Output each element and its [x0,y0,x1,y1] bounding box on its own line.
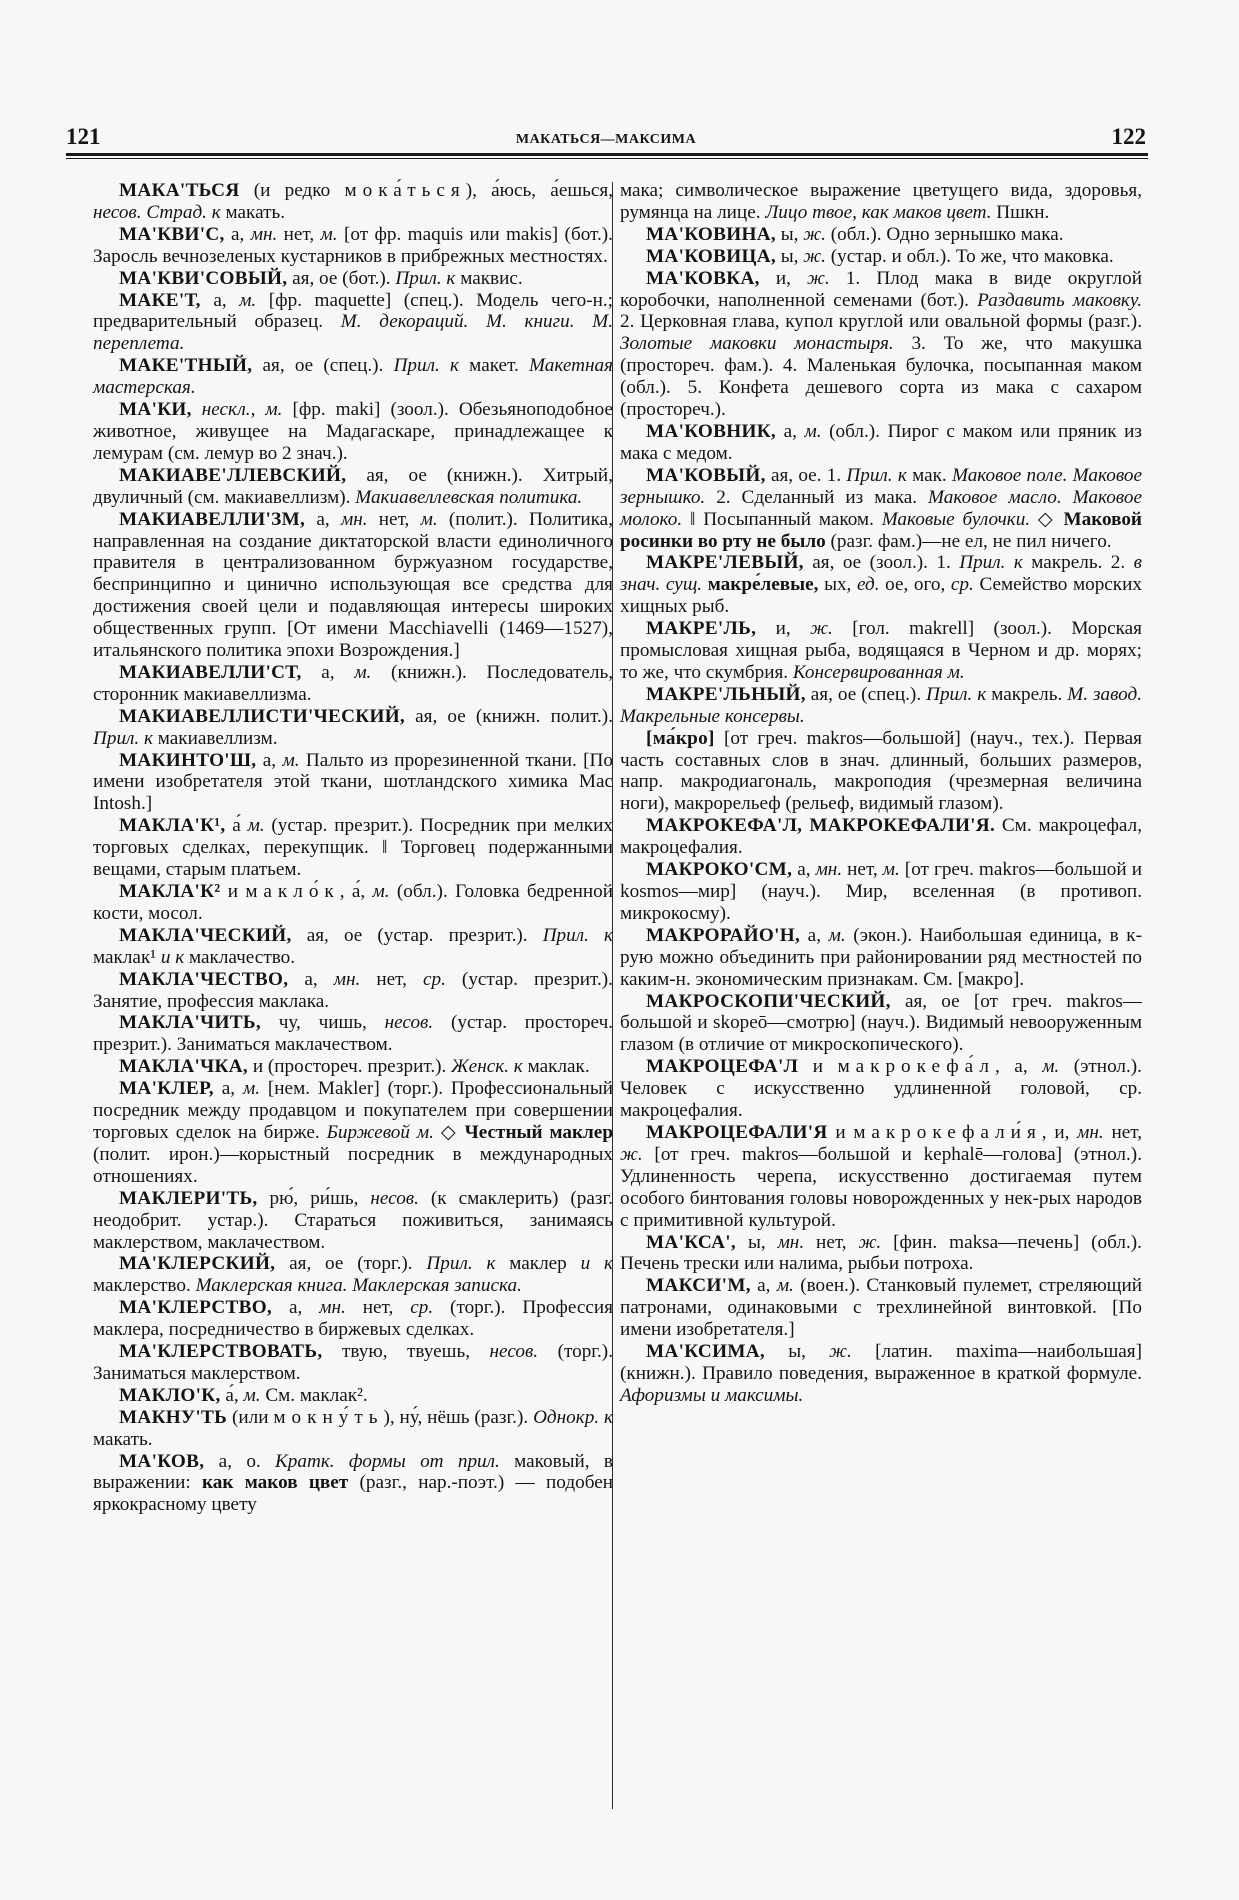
entry-text: а, [272,1297,320,1319]
entry-text: мак. [906,464,952,486]
entry-text: ◇ [1030,508,1064,530]
entry-text: М. декораций. М. книги. М. переплета. [93,311,613,355]
headword: МА'КВИ'С, [119,223,225,245]
entry-text: мока́ться [344,180,466,201]
entry-text: ед. [856,574,880,596]
entry-text: Пальто из прорезиненной ткани. [По имени изобретателя этой ткани, шотландского химика Mac Intosh.] [93,749,613,815]
dictionary-entry [620,1122,1142,1232]
entry-text: а, [750,1275,777,1297]
entry-text: м. [282,749,300,771]
entry-text: [от греч. makros—большой] (науч., тех.). Первая часть составных слов в знач. длинный, больших размеров, напр. макродиагональ, макроподия (чрезмерная величина ноги), макрорельеф (рельеф, видимый глазом). [620,727,1142,815]
entry-text: макать. [220,201,286,223]
dictionary-entry [93,180,613,224]
entry-text: м. [776,1275,794,1297]
entry-text: а, [213,1078,243,1100]
entry-text: ая, ое [от греч. makros—большой и skopeō—смотрю] (науч.). Видимый невооруженным глазом (в отличие от микроскопического). [620,990,1142,1056]
headword: МАКРЕ'ЛЬНЫЙ, [646,683,806,705]
entry-text: (экон.). Наибольшая единица, в к-рую можно объединить при районировании ряд местностей по каким-н. экономическим признакам. См. [макро]. [620,924,1142,990]
entry-text: рю́, ри́шь, [257,1187,371,1209]
entry-text: несов. [370,1187,419,1209]
entry-text: м. [242,1078,260,1100]
dictionary-entry [93,1297,613,1341]
entry-text: и (простореч. презрит.). [248,1056,452,1078]
entry-text: ы, [775,245,804,267]
headword: МАКИАВЕ'ЛЛЕВСКИЙ, [119,464,347,486]
entry-text: макрель. 2. [1022,552,1134,574]
entry-text: маковый, в выражении: [93,1450,613,1494]
entry-text: Прил. к [395,267,456,289]
entry-text: как маков цвет [202,1472,349,1494]
entry-text: м. [1042,1056,1060,1078]
entry-text: ж. [620,1143,643,1165]
headword: МАКЛА'ЧЕСКИЙ, [119,924,292,946]
entry-text: мн. [815,859,843,881]
entry-text: нет, [277,223,321,245]
headword: МАКРОЦЕФА'Л [646,1056,799,1078]
dictionary-entry [620,552,1142,618]
headword: МАКЛА'ЧЕСТВО, [119,968,289,990]
headword: МА'КЛЕРСТВОВАТЬ, [119,1341,323,1363]
page-number-right: 122 [1111,124,1146,149]
entry-text: Макиавеллевская политика. [355,486,583,508]
entry-text: маклер [495,1253,581,1275]
entry-text: (этнол.). Человек с искусственно удлиненной головой, ср. макроцефалия. [620,1056,1142,1122]
entry-text: и, [759,267,808,289]
entry-text: Прил. к [926,683,987,705]
dictionary-entry [620,465,1142,553]
headword: МА'КОВНИК, [646,420,777,442]
entry-text: [фин. maksa—печень] (обл.). Печень трески или налима, рыбьи потроха. [620,1231,1142,1275]
entry-text: ая, ое (спец.). [252,355,394,377]
entry-text: Раздавить маковку. [977,289,1142,311]
entry-text: нет, [804,1231,859,1253]
entry-text: Лицо твое, как маков цвет. [765,201,992,223]
headword: МАКИАВЕЛЛИ'ЗМ, [119,508,306,530]
entry-text: 2. Церковная глава, купол круглой или овальной формы (разг.). [620,311,1142,333]
headword: [ма́кро] [646,727,715,749]
entry-text: ое, ого, [879,574,951,596]
headword: МА'КОВИЦА, [646,245,776,267]
entry-text: макать. [93,1428,153,1450]
entry-text: Женск. к [451,1056,523,1078]
entry-text: м. [243,1384,261,1406]
entry-text: маклак¹ [93,946,161,968]
headword: МАКЛА'ЧКА, [119,1056,249,1078]
headword: МАКИНТО'Ш, [119,749,257,771]
entry-text: Прил. к [93,727,153,749]
entry-text: макло́к [245,881,340,902]
dictionary-entry [93,1056,613,1078]
dictionary-entry [620,421,1142,465]
dictionary-entry [93,1341,613,1385]
headword: МАКЛО'К, [119,1384,221,1406]
entry-text: а́, [220,1384,244,1406]
entry-text: нет, [1103,1121,1142,1143]
entry-text: м. [247,815,265,837]
headword: МАКРОКО'СМ, [646,859,793,881]
dictionary-entry [620,1275,1142,1341]
dictionary-entry [620,1341,1142,1407]
headword: МА'КОВИНА, [646,223,776,245]
entry-text: нет, [842,859,883,881]
dictionary-entry [620,991,1142,1057]
entry-text: мокну́ть [273,1406,384,1428]
headword: МАКЛЕРИ'ТЬ, [119,1187,258,1209]
entry-text: [фр. maquette] (спец.). Модель чего-н.; предварительный образец. [93,289,613,333]
entry-text: а, [776,420,805,442]
entry-text: ая, ое (зоол.). 1. [803,552,960,574]
headword: МА'КОВКА, [646,267,760,289]
entry-text: несов. [489,1341,539,1363]
entry-text: мака; символическое выражение цветущего вида, здоровья, румянца на лице. [620,180,1142,223]
entry-text: Биржевой м. [326,1121,434,1143]
entry-text: и [827,1121,854,1143]
entry-text: мн. [1077,1121,1104,1143]
entry-text: а́ [225,815,248,837]
entry-text: (устар. и обл.). То же, что маковка. [825,245,1114,267]
dictionary-entry [93,355,613,399]
dictionary-entry [620,1232,1142,1276]
entry-text: ‖ Посыпанный маком. [682,508,882,530]
dictionary-entry [620,618,1142,684]
entry-text: [латин. maxima—наибольшая] (книжн.). Правило поведения, выраженное в краткой формуле. [620,1341,1142,1384]
entry-text: мн. [250,223,278,245]
entry-text: мн. [333,968,361,990]
entry-text: а, [792,859,816,881]
entry-text: ж. [810,618,833,640]
dictionary-entry [93,925,613,969]
entry-text: Консервированная м. [792,661,965,683]
entry-text: М. завод. Макрельные консервы. [620,683,1143,727]
entry-text: ж. [803,245,826,267]
entry-text: несов. [384,1012,434,1034]
entry-text: Прил. к [426,1253,496,1275]
entry-text: м. [804,420,822,442]
entry-text: ср. [410,1297,434,1319]
headword: МАКРЕ'ЛЬ, [646,618,757,640]
entry-text: Прил. к [846,464,907,486]
headword: МА'КЛЕРСКИЙ, [119,1253,276,1275]
entry-text: м. [239,289,257,311]
headword: МАКРЕ'ЛЕВЫЙ, [646,552,804,574]
dictionary-entry [620,815,1142,859]
entry-text: чу, чишь, [260,1012,385,1034]
entry-text: [гол. makrell] (зоол.). Морская промысловая хищная рыба, водящаяся в Черном и др. морях; то же, что скумбрия. [620,618,1142,683]
entry-text: м. [372,881,390,902]
dictionary-entry [93,706,613,750]
right-column [620,180,1142,1407]
entry-text: а, [288,968,334,990]
entry-text: ж. [807,267,830,289]
dictionary-entry [93,815,613,881]
entry-text: (устар. презрит.). Посредник при мелких торговых сделках, перекупщик. ‖ Торговец подержанными вещами, старым платьем. [93,815,613,881]
entry-text: ая, ое (книжн. полит.). [405,705,613,727]
entry-text: [фр. maki] (зоол.). Обезьяноподобное животное, живущее на Мадагаскаре, принадлежащее к лемурам (см. лемур во 2 знач.). [93,399,613,464]
headword: МАКИАВЕЛЛИ'СТ, [119,661,302,683]
entry-text: (устар. презрит.). Занятие, профессия маклака. [93,968,613,1012]
headword: МАКИАВЕЛЛИСТИ'ЧЕСКИЙ, [119,705,406,727]
entry-text: Прил. к [393,355,459,377]
entry-text: макет. [458,355,530,377]
dictionary-entry [620,1056,1142,1122]
entry-text: ), а́юсь, а́ешься, [465,180,613,201]
entry-text: 3. То же, что макушка (простореч. фам.). 4. Маленькая булочка, посыпанная маком (обл.). 5. Конфета дешевого сорта из мака с сахаром (простореч.). [620,333,1142,421]
entry-text: а, [200,289,240,311]
headword: МА'КСИМА, [646,1341,765,1363]
dictionary-entry [93,1078,613,1188]
dictionary-entry [620,224,1142,246]
entry-text: (книжн.). Последователь, сторонник макиавеллизма. [93,661,613,705]
entry-text: маквис. [455,267,523,289]
dictionary-entry [620,859,1142,925]
entry-text: Кратк. формы от прил. [275,1450,500,1472]
entry-text: ая, ое. 1. [765,464,847,486]
entry-text: (обл.). Одно зернышко мака. [825,223,1064,245]
dictionary-entry [93,268,613,290]
entry-text: [нем. Makler] (торг.). Профессиональный посредник между продавцом и покупателем при совершении торговых сделок на бирже. [93,1078,613,1143]
headword: МАКРОРАЙО'Н, [646,924,801,946]
entry-text: маклачество. [184,946,296,968]
dictionary-entry [93,662,613,706]
entry-text: несов. Страд. к [93,201,221,223]
running-head: МАКАТЬСЯ—МАКСИМА [515,132,697,147]
entry-text: ая, ое (торг.). [275,1253,427,1275]
entry-text: ых, [818,574,857,596]
entry-text: твую, твуешь, [322,1341,490,1363]
headword: МАКЕ'ТНЫЙ, [119,355,253,377]
entry-text: нескл., м. [201,399,283,421]
entry-text: мн. [340,508,368,530]
entry-text: ж. [829,1341,852,1363]
entry-text: маклак. [522,1056,590,1078]
entry-text: ая, ое (книжн.). Хитрый, двуличный (см. макиавеллизм). [93,464,613,508]
entry-text: и [220,881,246,902]
headword: МАКСИ'М, [646,1275,751,1297]
headword: МАКА'ТЬСЯ [119,180,240,201]
entry-text: и, [756,618,811,640]
entry-text: ◇ [433,1121,465,1143]
entry-text: ы, [736,1231,778,1253]
entry-text: ая, ое (бот.). [287,267,396,289]
dictionary-entry [620,268,1142,421]
entry-text: Маклерская книга. Маклерская записка. [195,1275,522,1297]
entry-text: и к [160,946,185,968]
dictionary-entry [93,750,613,816]
headword: МА'КЛЕР, [119,1078,214,1100]
headword: МАКРОСКОПИ'ЧЕСКИЙ, [646,990,891,1012]
entry-text: а, [800,924,829,946]
headword: МАКЛА'ЧИТЬ, [119,1012,261,1034]
headword: МАКЛА'К² [119,881,221,902]
dictionary-entry [93,290,613,356]
entry-text: ср. [950,574,974,596]
dictionary-entry [93,1012,613,1056]
entry-text: Маковой росинки во рту не было [620,508,1142,552]
entry-text: , а, [994,1056,1043,1078]
headword: МАКЕ'Т, [119,289,201,311]
entry-text: Пшкн. [991,201,1050,223]
entry-text: а, [224,223,251,245]
entry-text: макрокефали́я [853,1121,1042,1143]
entry-text: 1. Плод мака в виде округлой коробочки, наполненной семенами (бот.). [620,267,1142,311]
headword: МА'КСА', [646,1231,737,1253]
entry-text: ы, [775,223,804,245]
entry-text: (и редко [239,180,345,201]
dictionary-entry [93,1385,613,1407]
entry-text: (полит. ирон.)—корыстный посредник в международных отношениях. [93,1143,613,1187]
entry-text: м. [320,223,338,245]
entry-text: макре́левые, [702,574,819,596]
headword: МА'КВИ'СОВЫЙ, [119,267,288,289]
entry-text: Семейство морских хищных рыб. [620,574,1142,618]
entry-text: мн. [319,1297,346,1319]
entry-text [192,399,202,420]
headword: МАКРОКЕФА'Л, МАКРОКЕФАЛИ'Я. [646,815,996,837]
entry-text: Маковое масло. Маковое молоко. [620,486,1142,530]
entry-text: Однокр. к [533,1406,613,1428]
dictionary-entry [93,465,613,509]
entry-text: а, [305,508,341,530]
entry-text: (или [227,1406,274,1428]
entry-text: м. [354,661,372,683]
dictionary-entry [93,969,613,1013]
entry-text: ), ну́, нёшь (разг.). [383,1406,534,1428]
headword: МА'КЛЕРСТВО, [119,1297,273,1319]
entry-text: Честный маклер [464,1121,613,1143]
entry-text: Макетная мастерская. [93,355,613,399]
dictionary-entry [93,881,613,925]
entry-text: См. макроцефал, макроцефалия. [620,815,1142,859]
entry-text: Афоризмы и максимы. [620,1384,804,1406]
entry-text: , а́, [339,881,373,902]
headword: МАКЛА'К¹, [119,815,226,837]
entry-text: , и, [1041,1121,1078,1143]
entry-text: ср. [422,968,446,990]
dictionary-entry [620,246,1142,268]
entry-text: а, [256,749,283,771]
entry-text: и [798,1056,838,1078]
entry-text: (торг.). Профессия маклера, посредничество в биржевых сделках. [93,1297,613,1341]
dictionary-entry [93,399,613,465]
dictionary-entry [93,509,613,662]
dictionary-entry [93,1407,613,1451]
entry-text: нет, [367,508,421,530]
column-divider [612,182,613,1809]
page-number-left: 121 [66,124,101,149]
dictionary-entry [93,1451,613,1517]
headword: МА'КОВЫЙ, [646,464,766,486]
entry-text: макрокефа́л [837,1056,995,1078]
entry-text: нет, [345,1297,411,1319]
entry-text: м. [420,508,438,530]
entry-text: а, [301,661,355,683]
entry-text: Золотые маковки монастыря. [620,333,894,355]
entry-text: нет, [360,968,423,990]
dictionary-entry [620,728,1142,816]
dictionary-entry [620,684,1142,728]
entry-text: и к [580,1253,613,1275]
entry-text: ж. [858,1231,882,1253]
entry-text: (воен.). Станковый пулемет, стреляющий патронами, одинаковыми с трехлинейной винтовкой. [По имени изобретателя.] [620,1275,1142,1341]
headword: МАКНУ'ТЬ [119,1406,228,1428]
entry-text: маклерство. [93,1275,196,1297]
entry-text: Маковые булочки. [881,508,1031,530]
entry-text: [от греч. makros—большой и kosmos—мир] (науч.). Мир, вселенная (в противоп. микрокосму). [620,859,1142,924]
entry-text: (устар. простореч. презрит.). Заниматься маклачеством. [93,1012,614,1056]
entry-text: (разг. фам.)—не ел, не пил ничего. [825,530,1112,552]
entry-text: макиавеллизм. [152,727,278,749]
entry-text: (обл.). Головка бедренной кости, мосол. [93,881,613,924]
header-rule [66,153,1148,159]
entry-text: 2. Сделанный из мака. [705,486,929,508]
entry-text: а, о. [204,1450,276,1472]
entry-text: [от фр. maquis или makis] (бот.). Заросль вечнозеленых кустарников в прибрежных местностях. [93,223,613,267]
dictionary-entry [93,1188,613,1254]
entry-text: м. [828,924,846,946]
entry-text: (разг., нар.-поэт.) — подобен яркокрасному цвету [93,1472,613,1516]
entry-text: м. [882,859,900,881]
entry-text: (к смаклерить) (разг. неодобрит. устар.). Стараться поживиться, занимаясь маклерством, маклачеством. [93,1187,613,1253]
entry-text: (торг.). Заниматься маклерством. [93,1341,613,1384]
entry-text: ы, [764,1341,830,1363]
entry-text: ая, ое (устар. презрит.). [291,924,543,946]
entry-text: в знач. сущ. [620,552,1142,596]
headword: МА'КИ, [119,399,192,421]
dictionary-entry [620,925,1142,991]
entry-continuation [620,180,1142,224]
entry-text: Маковое поле. Маковое зернышко. [620,464,1143,508]
dictionary-entry [93,1253,613,1297]
entry-text: Прил. к [542,924,613,946]
headword: МА'КОВ, [119,1450,205,1472]
entry-text: (полит.). Политика, направленная на создание диктаторской власти единоличного правителя в централизованном буржуазном государстве, беспринципно и цинично использующая все средства для достижения своей цели и подавляющая интересы широких общественных групп. [От имени Macchiavelli (1469—1527), итальянского политика эпохи Возрождения.] [93,508,613,662]
page-header [66,120,1146,150]
entry-text: мн. [777,1231,805,1253]
headword: МАКРОЦЕФАЛИ'Я [646,1121,828,1143]
entry-text: макрель. [986,683,1068,705]
entry-text: [от греч. makros—большой и kephalē—голова] (этнол.). Удлиненность черепа, искусственно достигаемая путем особого бинтования головы новорожденных у нек-рых народов с примитивной культурой. [620,1143,1142,1231]
dictionary-entry [93,224,613,268]
entry-text: Прил. к [959,552,1023,574]
entry-text: См. маклак². [260,1384,368,1406]
entry-text: (обл.). Пирог с маком или пряник из мака с медом. [620,420,1142,464]
entry-text: ая, ое (спец.). [805,683,927,705]
entry-text: ж. [803,223,826,245]
left-column [93,180,613,1516]
